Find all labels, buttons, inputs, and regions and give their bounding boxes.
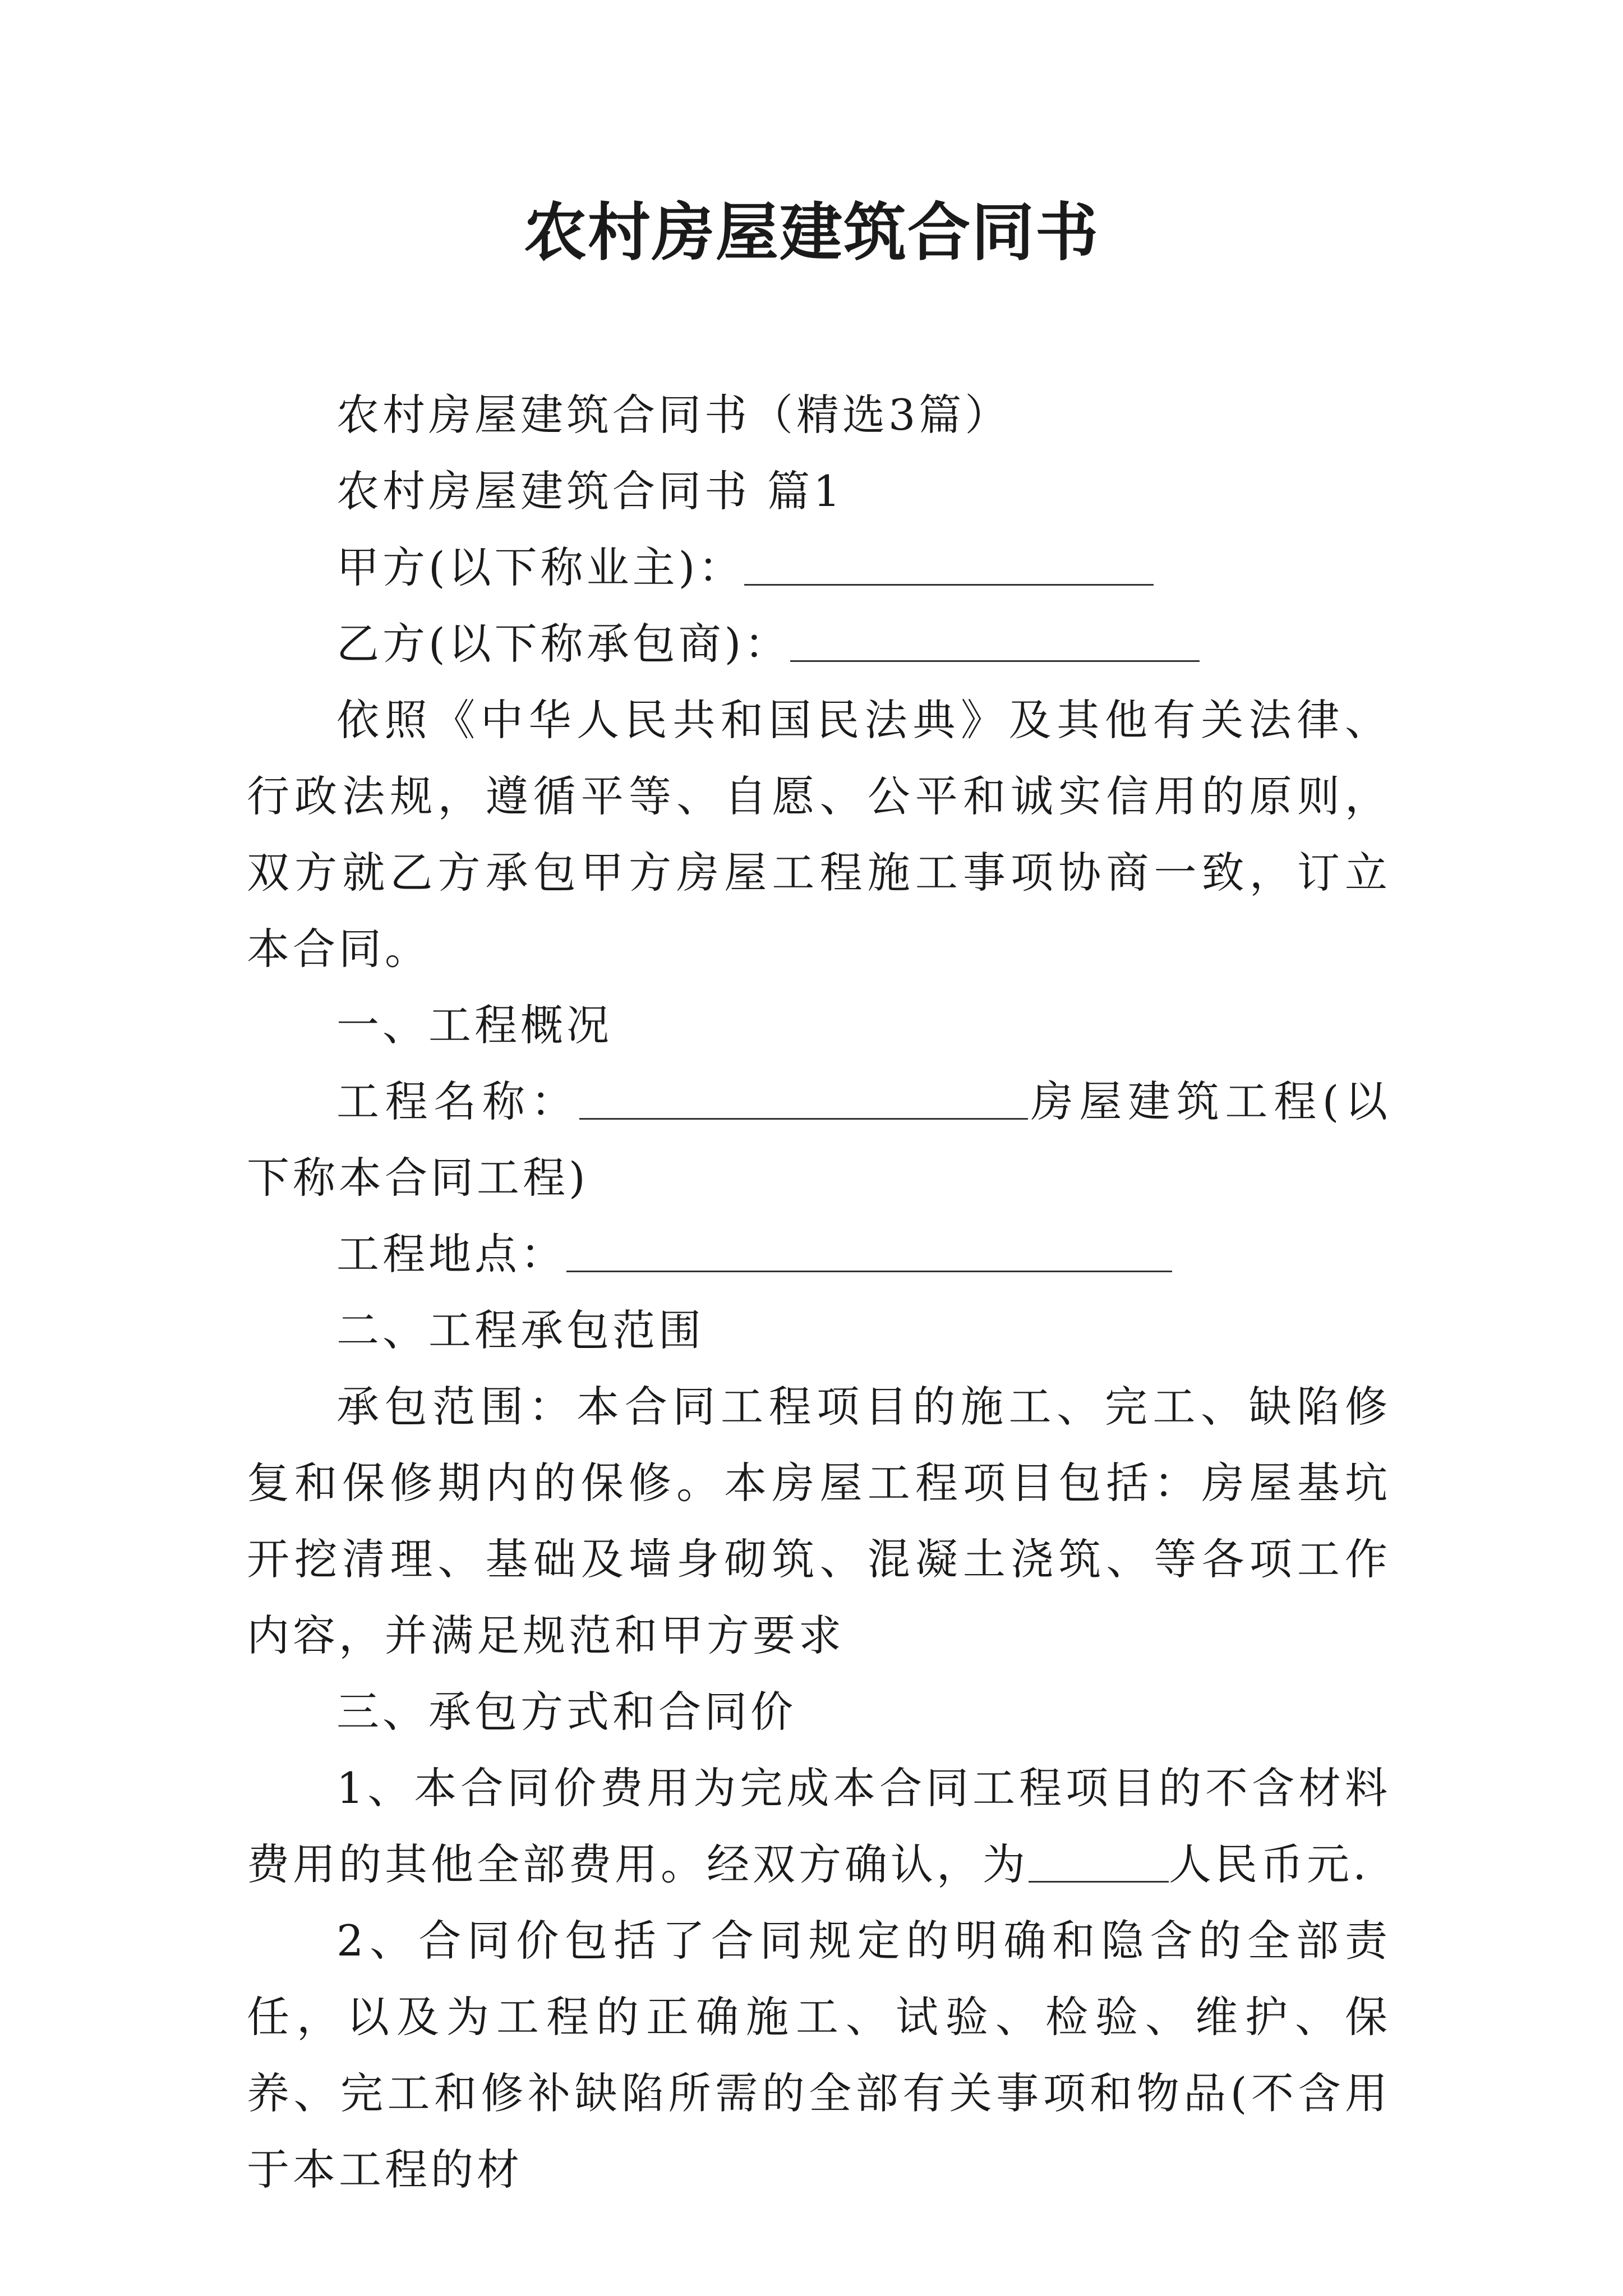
party-b-blank xyxy=(790,621,1200,662)
clause-2: 2、合同价包括了合同规定的明确和隐含的全部责任，以及为工程的正确施工、试验、检验、维护、保养、完工和修补缺陷所需的全部有关事项和物品(不含用于本工程的材 xyxy=(247,1916,1391,2194)
scope-paragraph: 承包范围：本合同工程项目的施工、完工、缺陷修复和保修期内的保修。本房屋工程项目包括：房屋基坑开挖清理、基础及墙身砌筑、混凝土浇筑、等各项工作内容，并满足规范和甲方要求 xyxy=(247,1382,1391,1660)
document-body xyxy=(247,377,1391,2208)
clause-1-suffix: 人民币元. xyxy=(1169,1839,1370,1889)
party-b-line xyxy=(247,606,1391,682)
heading-project-overview: 一、工程概况 xyxy=(336,1000,612,1050)
project-name-label: 工程名称： xyxy=(336,1076,580,1126)
preamble-paragraph: 依照《中华人民共和国民法典》及其他有关法律、行政法规，遵循平等、自愿、公平和诚实信用的原则，双方就乙方承包甲方房屋工程施工事项协商一致，订立本合同。 xyxy=(247,695,1391,974)
heading-contract-price: 三、承包方式和合同价 xyxy=(336,1687,796,1737)
project-location-label: 工程地点： xyxy=(336,1229,566,1279)
heading-scope: 二、工程承包范围 xyxy=(336,1305,704,1355)
project-location-line xyxy=(247,1216,1391,1292)
section-heading: 农村房屋建筑合同书 篇1 xyxy=(336,466,844,516)
subtitle: 农村房屋建筑合同书（精选3篇） xyxy=(336,390,1011,440)
party-a-line xyxy=(247,530,1391,606)
party-a-label: 甲方(以下称业主)： xyxy=(336,542,745,592)
project-name-suffix: 房屋建筑工程(以下称本合同工程) xyxy=(247,1076,1391,1203)
clause-1-text: 1、本合同价费用为完成本合同工程项目的不含材料费用的其他全部费用。经双方确认，为 xyxy=(247,1763,1391,1889)
document-title: 农村房屋建筑合同书 xyxy=(524,196,1099,269)
party-b-label: 乙方(以下称承包商)： xyxy=(336,619,791,669)
project-name-blank xyxy=(579,1079,1028,1120)
project-name-line xyxy=(247,1064,1391,1216)
price-blank xyxy=(1029,1842,1169,1883)
clause-1 xyxy=(247,1750,1391,1903)
project-location-blank xyxy=(566,1231,1172,1272)
party-a-blank xyxy=(744,545,1154,586)
